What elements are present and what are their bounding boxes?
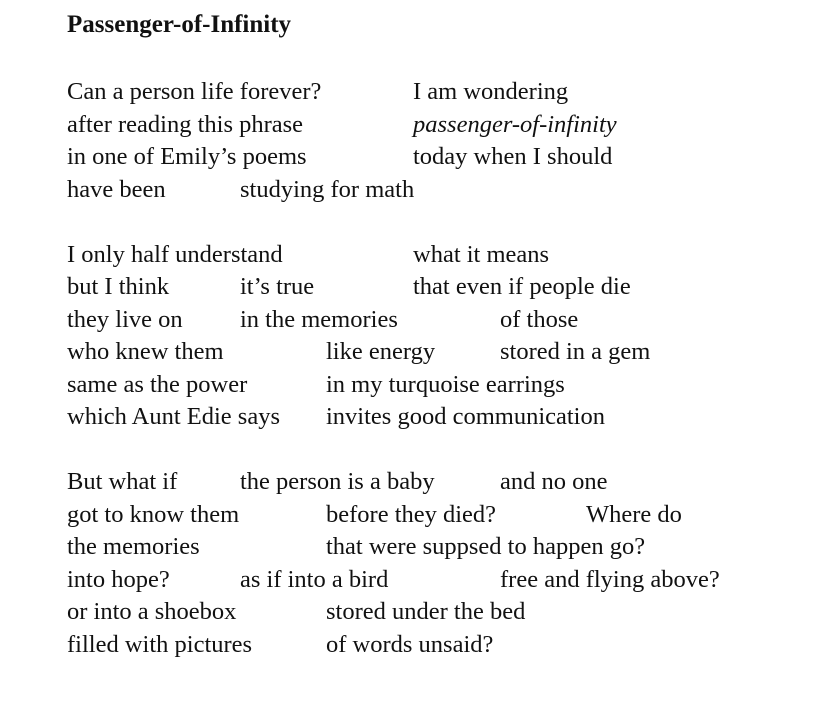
poem-phrase: the memories (67, 533, 200, 560)
poem-line (0, 271, 815, 303)
poem-line (0, 174, 815, 206)
poem-line (0, 336, 815, 368)
poem-phrase: who knew them (67, 338, 224, 365)
poem-line (0, 141, 815, 173)
poem-phrase: and no one (500, 468, 608, 495)
poem-line (0, 369, 815, 401)
poem-line (0, 564, 815, 596)
poem-phrase: in my turquoise earrings (326, 370, 565, 398)
poem-phrase: that even if people die (413, 273, 631, 300)
poem-line (0, 531, 815, 563)
poem-line (0, 629, 815, 661)
poem-phrase: after reading this phrase (67, 110, 304, 138)
stanza-break (0, 434, 815, 466)
poem-phrase: in the memories (240, 305, 398, 333)
poem-line (0, 304, 815, 336)
poem-phrase: it’s true (240, 273, 315, 300)
poem-phrase: that were suppsed to happen go? (326, 533, 646, 560)
poem-phrase: got to know them (67, 500, 240, 528)
poem-line (0, 499, 815, 531)
poem-line (0, 76, 815, 108)
poem-phrase: But what if (67, 468, 178, 495)
poem-phrase: free and flying above? (500, 565, 720, 593)
poem-phrase: Can a person life forever? (67, 78, 322, 105)
poem-line (0, 109, 815, 141)
poem-phrase: filled with pictures (67, 630, 253, 658)
poem-phrase: of those (500, 305, 579, 333)
poem-phrase: as if into a bird (240, 565, 389, 593)
poem-phrase: what it means (413, 240, 550, 268)
poem-title: Passenger-of-Infinity (67, 11, 292, 38)
poem-phrase: but I think (67, 273, 170, 300)
poem-line (0, 466, 815, 498)
poem-phrase: Where do (586, 500, 682, 528)
poem-line (0, 401, 815, 433)
poem-phrase: the person is a baby (240, 468, 435, 495)
poem-phrase: they live on (67, 305, 183, 333)
poem-phrase: of words unsaid? (326, 630, 494, 658)
poem-phrase: before they died? (326, 500, 497, 528)
poem-phrase: I only half understand (67, 240, 283, 268)
poem-line (0, 596, 815, 628)
poem-phrase: stored under the bed (326, 598, 526, 625)
poem-phrase: in one of Emily’s poems (67, 143, 307, 170)
poem-phrase: stored in a gem (500, 338, 651, 365)
poem-phrase: same as the power (67, 370, 248, 398)
poem-phrase: have been (67, 175, 166, 203)
stanza-break (0, 206, 815, 238)
poem-phrase: I am wondering (413, 78, 569, 105)
poem-phrase: invites good communication (326, 403, 605, 430)
poem-phrase: into hope? (67, 565, 170, 593)
poem-phrase: like energy (326, 338, 436, 365)
poem-phrase: passenger-of-infinity (413, 110, 617, 138)
poem-phrase: or into a shoebox (67, 598, 237, 625)
poem-phrase: which Aunt Edie says (67, 403, 280, 430)
poem-line (0, 239, 815, 271)
poem-phrase: today when I should (413, 143, 613, 170)
poem-phrase: studying for math (240, 175, 415, 203)
